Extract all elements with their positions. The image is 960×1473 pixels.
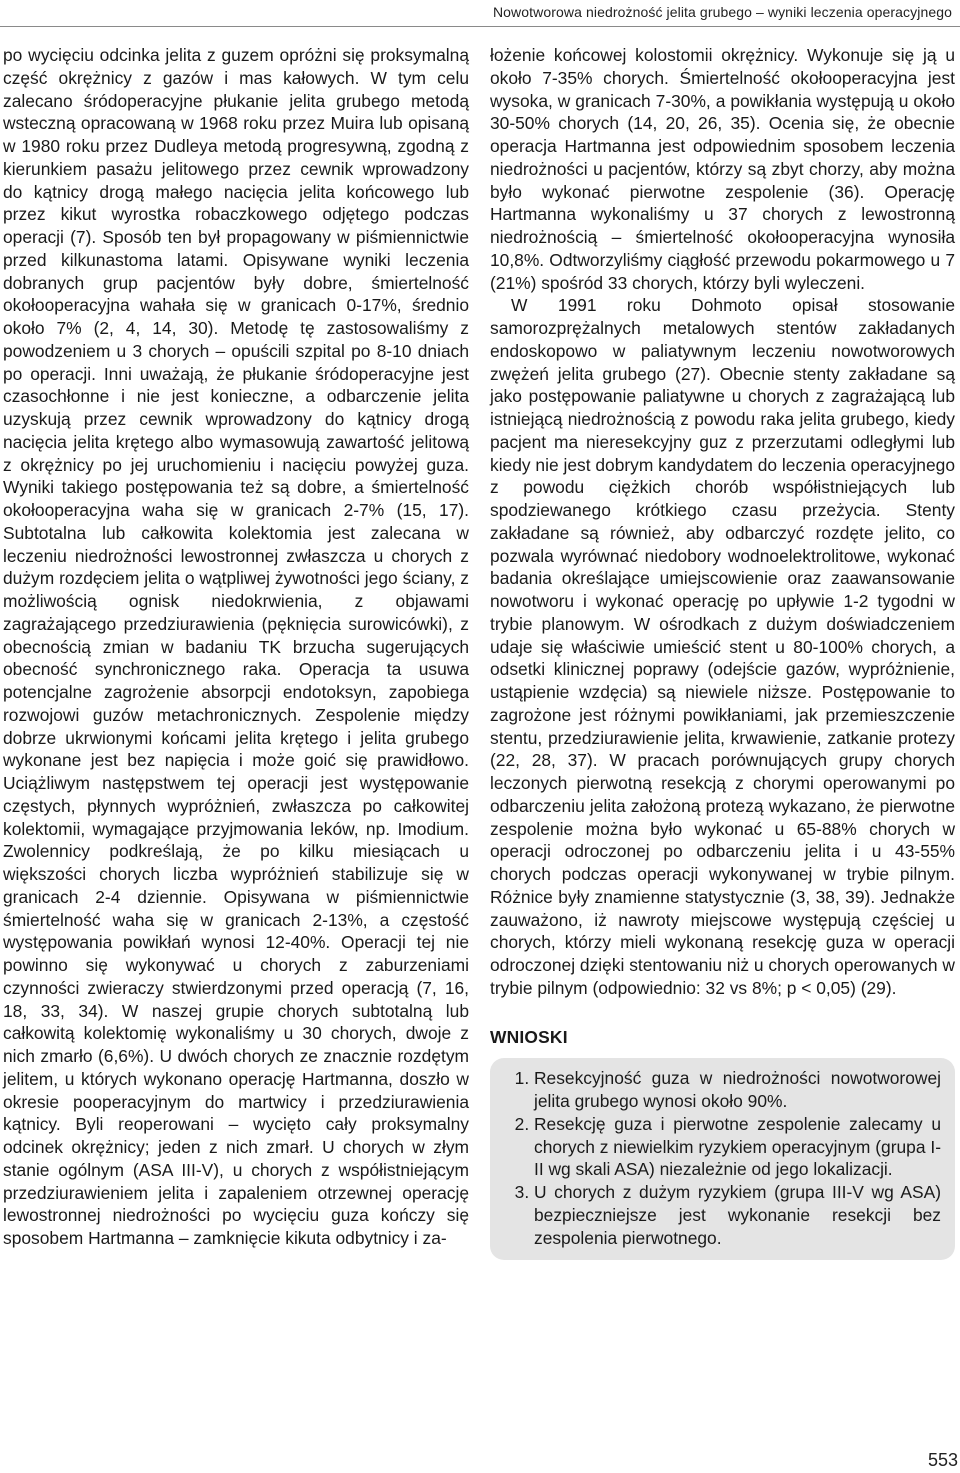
conclusions-heading: WNIOSKI bbox=[490, 1026, 568, 1047]
conclusions-box bbox=[490, 1058, 955, 1260]
left-column bbox=[3, 44, 469, 1250]
conclusion-item: 1. Resekcyjność guza w niedrożności nowotworowej jelita grubego wynosi około 90%. bbox=[534, 1067, 941, 1113]
running-title: Nowotworowa niedrożność jelita grubego – wyniki leczenia operacyjnego bbox=[492, 4, 952, 20]
body-paragraph: po wycięciu odcinka jelita z guzem opróżni się proksymalną część okrężnicy z gazów i mas kałowych. W tym celu zalecano śródoperacyjne płukanie jelita grubego metodą wsteczną opracowaną w 1968 roku przez Muira lub opisaną w 1980 roku przez Dudleya metodą progresywną, zgodną z kierunkiem pasażu jelitowego przez cewnik wprowadzony do kątnicy drogą małego nacięcia jelita końcowego lub przez kikut wyrostka robaczkowego odjętego podczas operacji (7). Sposób ten był propagowany w piśmiennictwie przed kilkunastoma latami. Opisywane wyniki leczenia dobranych grup pacjentów były dobre, śmiertelność okołooperacyjna wahała się w granicach 0-17%, średnio około 7% (2, 4, 14, 30). Metodę tę zastosowaliśmy z powodzeniem u 3 chorych – opuścili szpital po 8-10 dniach po operacji. Inni uważają, że płukanie śródoperacyjne jest czasochłonne i nie jest konieczne, a odbarczenie jelita uzyskują przez cewnik wprowadzony do kątnicy drogą nacięcia jelita krętego albo wymasowują zawartość jelitową z okrężnicy po jej uruchomieniu i nacięciu powyżej guza. Wyniki takiego postępowania też są dobre, a śmiertelność okołooperacyjna waha się w granicach 2-7% (15, 17). Subtotalna lub całkowita kolektomia jest zalecana w leczeniu niedrożności lewostronnej zwłaszcza u chorych z dużym rozdęciem jelita o wątpliwej żywotności jego ściany, z możliwością ognisk niedokrwienia, z objawami zagrażającego przedziurawienia (pęknięcia surowicówki), z obecnością zmian w badaniu TK brzucha sugerujących obecność synchronicznego raka. Operacja ta usuwa potencjalne zagrożenie absorpcji endotoksyn, zapobiega rozwojowi guzów metachronicznych. Zespolenie między dobrze ukrwionymi końcami jelita krętego i jelita grubego wykonane jest bez napięcia i może goić się prawidłowo. Uciążliwym następstwem tej operacji jest występowanie częstych, płynnych wypróżnień, zwłaszcza po całkowitej kolektomii, wymagające przyjmowania leków, np. Imodium. Zwolennicy podkreślają, że po kilku miesiącach u większości chorych liczba wypróżnień stabilizuje się w granicach 2-4 dziennie. Opisywana w piśmiennictwie śmiertelność waha się w granicach 2-13%, a częstość występowania powikłań wynosi 12-40%. Operacji tej nie powinno się wykonywać u chorych z zaburzeniami czynności zwieraczy stwierdzonymi przed operacją (7, 16, 18, 33, 34). W naszej grupie chorych subtotalną lub całkowitą kolektomię wykonaliśmy u 30 chorych, dwoje z nich zmarło (6,6%). U dwóch chorych ze znacznie rozdętym jelitem, u których wykonano operację Hartmanna, doszło w okresie pooperacyjnym do martwicy i przedziurawienia kątnicy. Byli reoperowani – wycięto cały proksymalny odcinek okrężnicy; jeden z nich zmarł. U chorych w złym stanie ogólnym (ASA III-V), u chorych z współistniejącym przedziurawieniem jelita i zapaleniem otrzewnej operację lewostronnej niedrożności po wycięciu guza kończy się sposobem Hartmanna – zamknięcie kikuta odbytnicy i za- bbox=[3, 45, 469, 1248]
page-number: 553 bbox=[927, 1450, 958, 1470]
body-paragraph: W 1991 roku Dohmoto opisał stosowanie samorozprężalnych metalowych stentów zakładanych endoskopowo w paliatywnym leczeniu nowotworowych zwężeń jelita grubego (27). Obecnie stenty zakładane są jako postępowanie paliatywne u chorych z zagrażającą lub istniejącą niedrożnością z powodu raka jelita grubego, kiedy pacjent ma nieresekcyjny guz z przerzutami odległymi lub kiedy nie jest dobrym kandydatem do leczenia operacyjnego z powodu ciężkich chorób współistniejących lub spodziewanego krótkiego czasu przeżycia. Stenty zakładane są również, aby odbarczyć rozdęte jelito, co pozwala wyrównać niedobory wodnoelektrolitowe, wykonać badania określające umiejscowienie oraz zaawansowanie nowotworu i wykonać operację po upływie 1-2 tygodni w trybie planowym. W ośrodkach z dużym doświadczeniem udaje się właściwie umieścić stent u 80-100% chorych, a odsetki klinicznej poprawy (odejście gazów, wypróżnienie, ustąpienie wzdęcia) są niewiele niższe. Postępowanie to zagrożone jest różnymi powikłaniami, jak przemieszczenie stentu, przedziurawienie jelita, krwawienie, zatkanie protezy (22, 28, 37). W pracach porównujących grupy chorych leczonych pierwotną resekcją z chorymi operowanymi po odbarczeniu jelita założoną protezą wykazano, że pierwotne zespolenie można było wykonać u 65-88% chorych w operacji odroczonej po odbarczeniu jelita i u 43-55% chorych podczas operacji wykonywanej w trybie pilnym. Różnice były znamienne statystycznie (3, 38, 39). Jednakże zauważono, iż nawroty miejscowe występują częściej u chorych, którzy mieli wykonaną resekcję guza w operacji odroczonej dzięki stentowaniu niż u chorych operowanych w trybie pilnym (odpowiednio: 32 vs 8%; p < 0,05) (29). bbox=[490, 295, 955, 998]
body-paragraph: łożenie końcowej kolostomii okrężnicy. Wykonuje się ją u około 7-35% chorych. Śmiertelność okołooperacyjna jest wysoka, w granicach 7-30%, a powikłania występują u około 30-50% chorych (14, 20, 26, 35). Ocenia się, że obecnie operacja Hartmanna jest odpowiednim sposobem leczenia niedrożności u pacjentów, którzy są zbyt chorzy, aby można było wykonać pierwotne zespolenie (36). Operację Hartmanna wykonaliśmy u 37 chorych z lewostronną niedrożnością – śmiertelność okołooperacyjna wynosiła 10,8%. Odtworzyliśmy ciągłość przewodu pokarmowego u 7 (21%) spośród 33 chorych, którzy byli wyleczeni. bbox=[490, 45, 955, 293]
right-column bbox=[490, 44, 955, 1260]
conclusion-item: 3. U chorych z dużym ryzykiem (grupa III-V wg ASA) bezpieczniejsze jest wykonanie resekcji bez zespolenia pierwotnego. bbox=[534, 1181, 941, 1249]
conclusions-list bbox=[500, 1067, 941, 1249]
conclusion-item: 2. Resekcję guza i pierwotne zespolenie zalecamy u chorych z niewielkim ryzykiem operacyjnym (grupa I-II wg skali ASA) niezależnie od jego lokalizacji. bbox=[534, 1113, 941, 1181]
header-rule bbox=[0, 26, 960, 27]
